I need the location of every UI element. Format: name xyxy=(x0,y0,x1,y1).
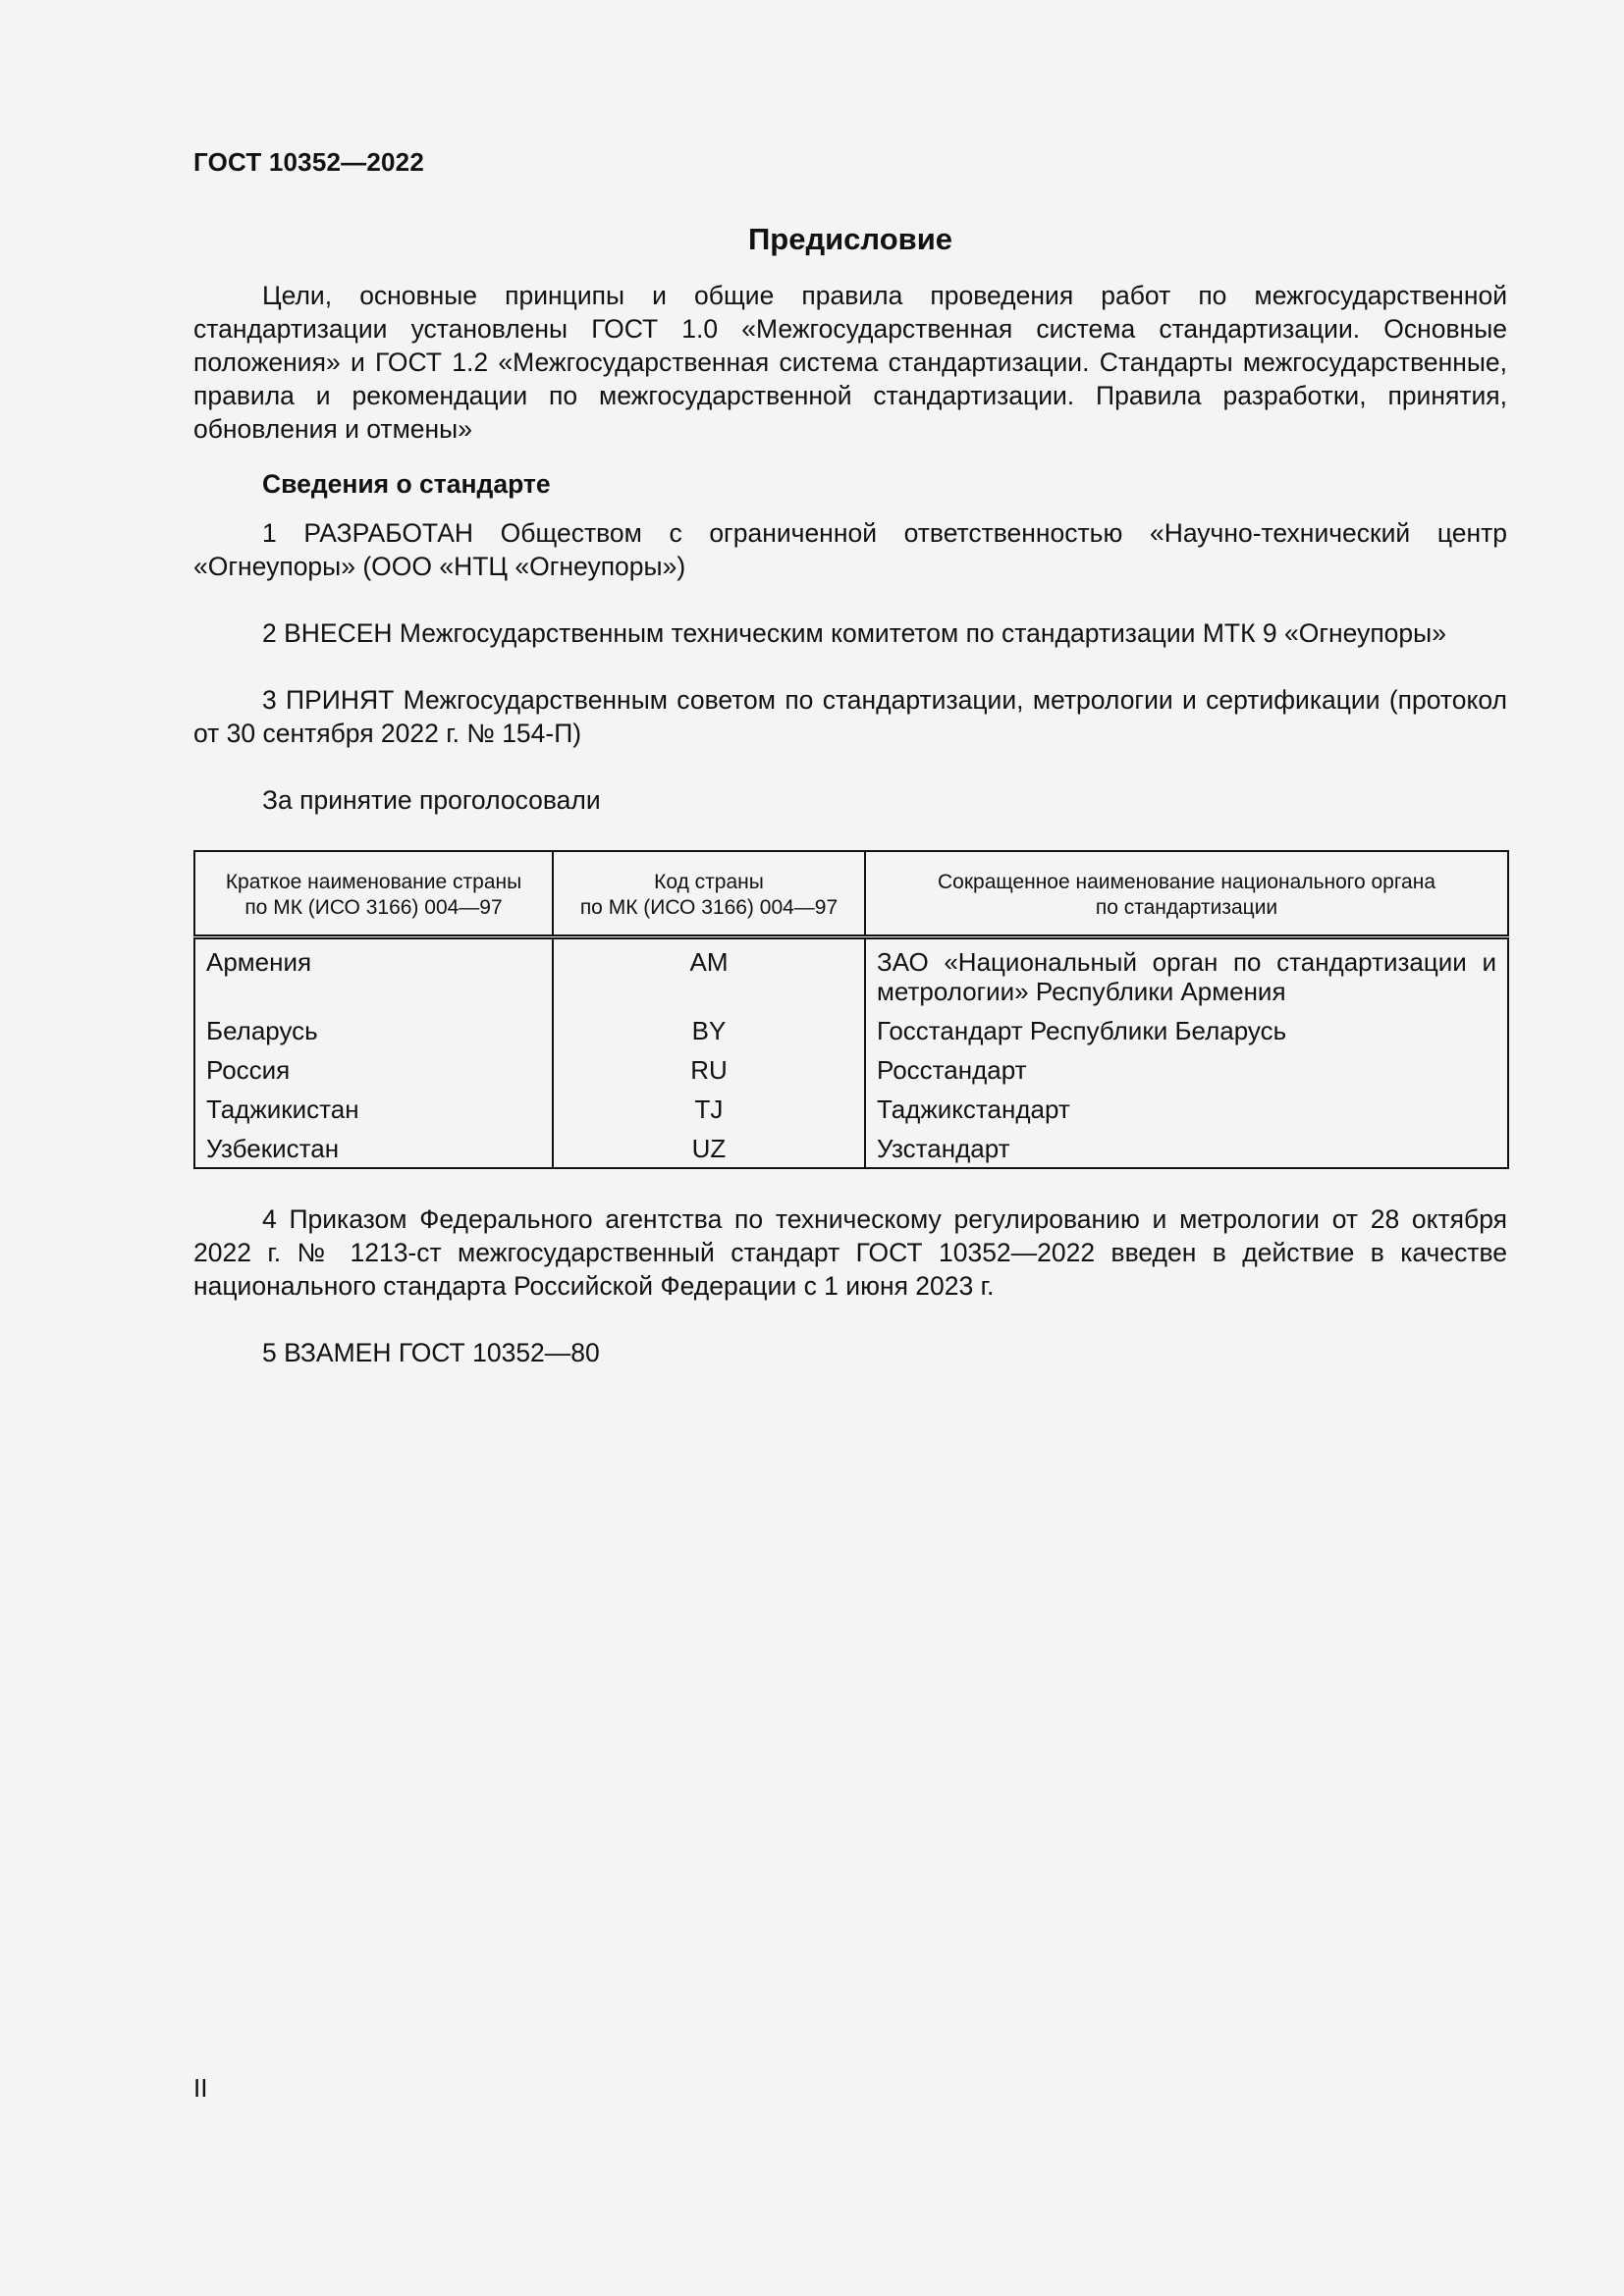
cell-code: RU xyxy=(553,1051,865,1091)
cell-code: UZ xyxy=(553,1130,865,1168)
cell-country: Беларусь xyxy=(206,1016,318,1046)
cell-country: Таджикистан xyxy=(206,1095,359,1125)
standard-info-subheading: Сведения о стандарте xyxy=(262,469,551,500)
column-header-country: Краткое наименование страны по МК (ИСО 3166) 004—97 xyxy=(194,851,553,937)
item-replaces: 5 ВЗАМЕН ГОСТ 10352—80 xyxy=(262,1338,600,1368)
item-adopted: 3 ПРИНЯТ Межгосударственным советом по стандартизации, метрологии и сертификации (протокол от 30 сентября 2022 г. № 154-П) xyxy=(193,685,1507,749)
cell-organization: Росстандарт xyxy=(865,1051,1508,1091)
cell-organization: Узстандарт xyxy=(865,1130,1508,1168)
preface-title: Предисловие xyxy=(747,222,952,256)
cell-code: TJ xyxy=(553,1091,865,1130)
voted-label: За принятие проголосовали xyxy=(262,785,601,816)
cell-country: Россия xyxy=(206,1055,291,1086)
table-row xyxy=(194,937,1508,1013)
item-enacted: 4 Приказом Федерального агентства по техническому регулированию и метрологии от 28 октября 2022 г. № 1213-ст межгосударственный стандарт ГОСТ 10352—2022 введен в действие в качестве национального стандарта Российской Федерации с 1 июня 2023 г. xyxy=(193,1204,1507,1302)
table-row xyxy=(194,1012,1508,1051)
column-header-code: Код страны по МК (ИСО 3166) 004—97 xyxy=(553,851,865,937)
cell-country: Армения xyxy=(206,947,312,978)
cell-organization: ЗАО «Национальный орган по стандартизации и метрологии» Республики Армения xyxy=(865,937,1508,1013)
cell-country: Узбекистан xyxy=(206,1134,340,1164)
document-code-header: ГОСТ 10352—2022 xyxy=(193,147,424,177)
table-row xyxy=(194,1130,1508,1168)
column-header-organization: Сокращенное наименование национального органа по стандартизации xyxy=(865,851,1508,937)
cell-code: AM xyxy=(553,937,865,1013)
table-header-row xyxy=(194,851,1508,937)
page-number: II xyxy=(193,2073,208,2103)
cell-code: BY xyxy=(553,1012,865,1051)
cell-organization: Госстандарт Республики Беларусь xyxy=(865,1012,1508,1051)
item-introduced: 2 ВНЕСЕН Межгосударственным техническим комитетом по стандартизации МТК 9 «Огнеупоры» xyxy=(262,618,1446,649)
cell-organization: Таджикстандарт xyxy=(865,1091,1508,1130)
item-developed: 1 РАЗРАБОТАН Обществом с ограниченной ответственностью «Научно-технический центр «Огнеупоры» (ООО «НТЦ «Огнеупоры») xyxy=(193,518,1507,582)
table-row xyxy=(194,1051,1508,1091)
preface-intro-paragraph: Цели, основные принципы и общие правила проведения работ по межгосударственной стандартизации установлены ГОСТ 1.0 «Межгосударственная система стандартизации. Основные положения» и ГОСТ 1.2 «Межгосударственная система стандартизации. Стандарты межгосударственные, правила и рекомендации по межгосударственной стандартизации. Правила разработки, принятия, обновления и отмены» xyxy=(193,281,1507,445)
table-row xyxy=(194,1091,1508,1130)
voting-countries-table xyxy=(193,850,1509,1169)
document-content xyxy=(193,221,1507,1403)
